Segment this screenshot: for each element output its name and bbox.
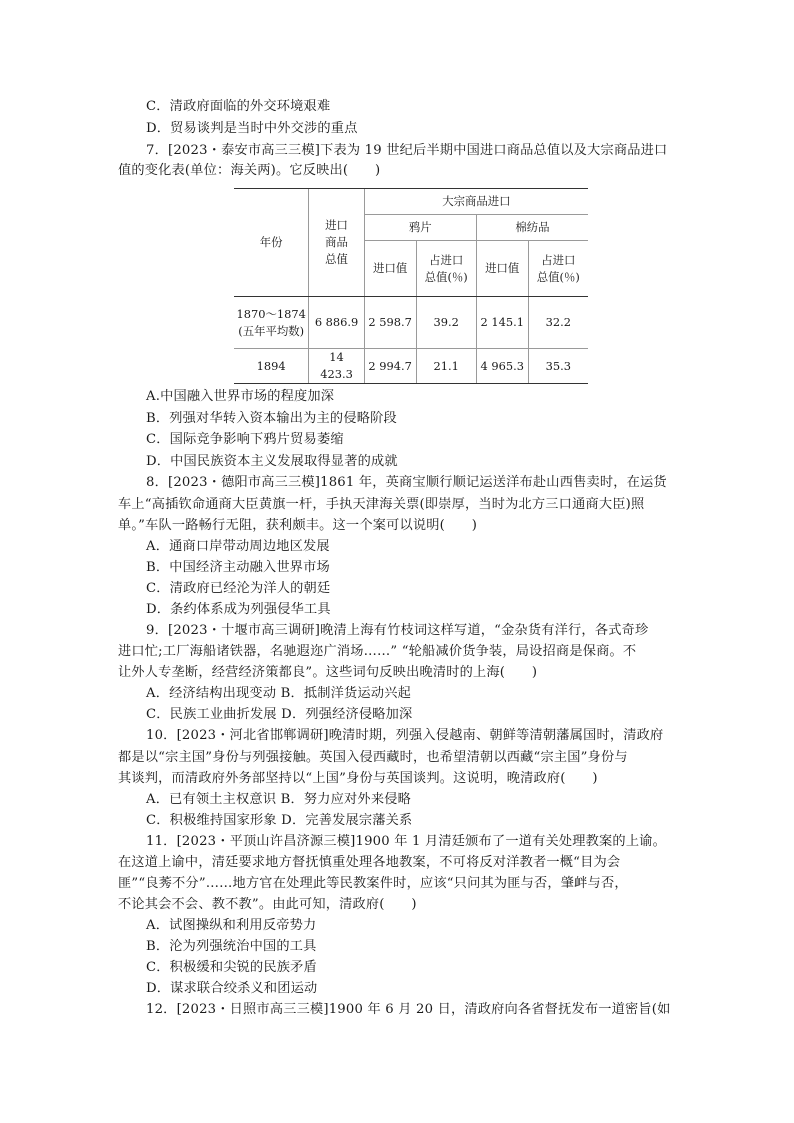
import-value-table [234,188,588,384]
row-cotton-value: 2 145.1 [476,297,528,349]
row-opium-share: 39.2 [416,297,476,349]
q8-stem-line-1: 8．[2023・德阳市高三三模]1861 年，英商宝顺行顺记运送洋布赴山西售卖时，在运货 [146,475,667,490]
q9-options-cd: C．民族工业曲折发展 D．列强经济侵略加深 [146,707,413,722]
q12-stem-line-1: 12．[2023・日照市高三三模]1900 年 6 月 20 日，清政府向各省督抚发布一道密旨(如 [146,1002,671,1017]
q11-stem-line-3: 匪”“良莠不分”……地方官在处理此等民教案件时，应该“只问其为匪与否，肇衅与否， [118,876,628,891]
q6-option-d: D．贸易谈判是当时中外交涉的重点 [146,121,358,136]
q8-option-c: C．清政府已经沦为洋人的朝廷 [146,581,331,596]
row-cotton-value: 4 965.3 [476,349,528,384]
q10-stem-line-2: 都是以“宗主国”身份与列强接触。英国入侵西藏时，也希望清朝以西藏“宗主国”身份与 [118,750,628,765]
header-cotton: 棉纺品 [476,215,588,241]
q9-options-ab: A．经济结构出现变动 B．抵制洋货运动兴起 [146,686,411,701]
q7-option-a: A.中国融入世界市场的程度加深 [146,389,335,404]
q8-option-a: A．通商口岸带动周边地区发展 [146,539,330,554]
q7-option-b: B．列强对华转入资本输出为主的侵略阶段 [146,411,397,426]
q9-stem-line-2: 进口忙;工厂海船诸铁器，名驰遐迩广消场……” “轮船减价货争装，局设招商是保商。不 [118,644,637,659]
q7-option-d: D．中国民族资本主义发展取得显著的成就 [146,454,398,469]
table-row [234,297,588,349]
q11-option-b: B．沦为列强统治中国的工具 [146,939,317,954]
q10-stem-line-3: 其谈判，而清政府外务部坚持以“上国”身份与英国谈判。这说明，晚清政府( ) [118,771,598,786]
header-total: 进口 商品 总值 [309,189,364,297]
row-year: 1894 [234,349,309,384]
q11-stem-line-4: 不论其会不会、教不教”。由此可知，清政府( ) [118,897,417,912]
q11-option-c: C．积极缓和尖锐的民族矛盾 [146,960,317,975]
header-cotton-share: 占进口 总值(％) [528,241,588,297]
row-total: 14 423.3 [309,349,364,384]
header-bulk-import: 大宗商品进口 [364,189,588,215]
header-opium: 鸦片 [364,215,476,241]
header-opium-share: 占进口 总值(％) [416,241,476,297]
q6-option-c: C．清政府面临的外交环境艰难 [146,99,331,114]
q7-stem-line-1: 7．[2023・泰安市高三三模]下表为 19 世纪后半期中国进口商品总值以及大宗商品进口 [146,143,668,158]
table-row [234,349,588,384]
q11-stem-line-1: 11．[2023・平顶山许昌济源三模]1900 年 1 月清廷颁布了一道有关处理教案的上谕。 [146,834,666,849]
row-total: 6 886.9 [309,297,364,349]
q11-option-d: D．谋求联合绞杀义和团运动 [146,981,318,996]
q10-options-cd: C．积极维持国家形象 D．完善发展宗藩关系 [146,813,413,828]
row-opium-value: 2 994.7 [364,349,416,384]
q7-option-c: C．国际竞争影响下鸦片贸易萎缩 [146,432,344,447]
q8-stem-line-3: 单。”车队一路畅行无阻，获利颇丰。这一个案可以说明( ) [118,518,478,533]
row-opium-share: 21.1 [416,349,476,384]
q11-stem-line-2: 在这道上谕中，清廷要求地方督抚慎重处理各地教案，不可将反对洋教者一概“目为会 [118,855,621,870]
q7-stem-line-2: 值的变化表(单位：海关两)。它反映出( ) [118,163,381,178]
q8-option-d: D．条约体系成为列强侵华工具 [146,602,331,617]
header-year: 年份 [234,189,309,297]
header-cotton-import: 进口值 [476,241,528,297]
row-cotton-share: 35.3 [528,349,588,384]
row-cotton-share: 32.2 [528,297,588,349]
header-opium-import: 进口值 [364,241,416,297]
q10-options-ab: A．已有领土主权意识 B．努力应对外来侵略 [146,792,411,807]
q10-stem-line-1: 10．[2023・河北省邯郸调研]晚清时期，列强入侵越南、朝鲜等清朝藩属国时，清政府 [146,728,664,743]
q8-stem-line-2: 车上“高插钦命通商大臣黄旗一杆，手执天津海关票(即崇厚，当时为北方三口通商大臣)照 [118,497,645,512]
q9-stem-line-1: 9．[2023・十堰市高三调研]晚清上海有竹枝词这样写道，“金杂货有洋行，各式奇珍 [146,623,649,638]
row-year: 1870～1874 (五年平均数) [234,297,309,349]
q11-option-a: A．试图操纵和利用反帝势力 [146,918,317,933]
q9-stem-line-3: 让外人专垄断，经营经济策都良”。这些词句反映出晚清时的上海( ) [118,665,538,680]
q8-option-b: B．中国经济主动融入世界市场 [146,560,330,575]
row-opium-value: 2 598.7 [364,297,416,349]
